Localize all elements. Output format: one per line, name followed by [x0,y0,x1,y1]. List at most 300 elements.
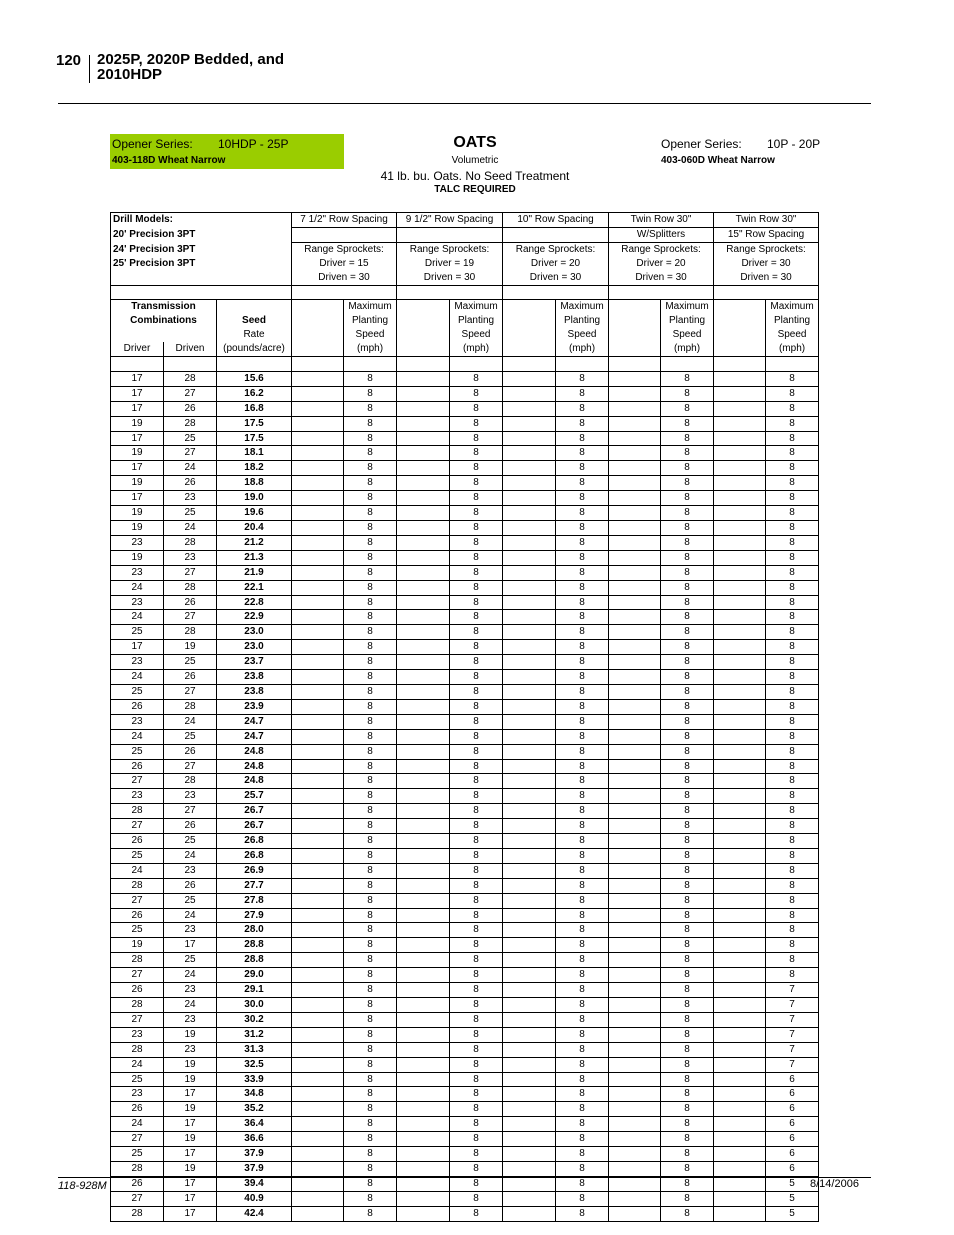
spacer [609,729,661,744]
spacer [609,699,661,714]
spacer [714,491,766,506]
speed-cell: 8 [556,535,609,550]
speed-cell: 8 [661,655,714,670]
spacer [714,1087,766,1102]
speed-cell: 8 [766,774,819,789]
spacer [292,819,344,834]
speed-cell: 8 [450,610,503,625]
right-opener-label: Opener Series: [661,137,742,151]
spacer [609,670,661,685]
speed-cell: 8 [661,401,714,416]
spacer [503,1102,556,1117]
speed-cell: 8 [450,893,503,908]
seed-rate-cell: 17.5 [217,416,292,431]
speed-cell: 8 [344,1147,397,1162]
driver-cell: 23 [111,655,164,670]
spacer [609,968,661,983]
seed-rate-cell: 21.9 [217,565,292,580]
speed-cell: 8 [344,923,397,938]
page-title-line2: 2010HDP [97,66,163,83]
speed-cell: 8 [556,968,609,983]
table-row [111,1012,819,1027]
spacer [503,908,556,923]
speed-cell: 5 [766,1206,819,1221]
speed-cell: 8 [661,923,714,938]
driver-cell: 25 [111,625,164,640]
driven-cell: 23 [164,923,217,938]
speed-head-3a: Maximum [556,300,609,314]
speed-cell: 8 [450,774,503,789]
speed-cell: 8 [556,1132,609,1147]
speed-cell: 8 [450,595,503,610]
speed-cell: 7 [766,1027,819,1042]
spacer [397,416,450,431]
spacer [397,446,450,461]
spacer [503,953,556,968]
seed-rate-cell: 40.9 [217,1191,292,1206]
spacer [714,983,766,998]
speed-cell: 8 [344,1161,397,1176]
page-title-line1: 2025P, 2020P Bedded, and [97,51,285,68]
speed-cell: 8 [661,848,714,863]
speed-cell: 8 [344,461,397,476]
speed-cell: 8 [661,1176,714,1191]
spacer [292,476,344,491]
speed-cell: 8 [344,834,397,849]
speed-cell: 8 [766,684,819,699]
speed-cell: 7 [766,998,819,1013]
spacer [503,759,556,774]
table-row [111,565,819,580]
spacer [503,1072,556,1087]
spacing-5-driver: Driver = 30 [714,257,819,271]
driven-cell: 25 [164,893,217,908]
speed-cell: 8 [766,968,819,983]
spacer [292,446,344,461]
speed-cell: 8 [556,1012,609,1027]
spacer [397,1087,450,1102]
driver-cell: 17 [111,371,164,386]
spacer [397,1161,450,1176]
speed-cell: 8 [661,476,714,491]
speed-cell: 8 [556,1206,609,1221]
speed-cell: 8 [766,938,819,953]
table-row [111,595,819,610]
spacer [714,610,766,625]
left-opener-label: Opener Series: [112,137,193,151]
spacer [292,834,344,849]
spacer [714,476,766,491]
spacer [292,893,344,908]
speed-cell: 8 [556,998,609,1013]
spacer [397,595,450,610]
spacer [714,446,766,461]
speed-cell: 8 [661,625,714,640]
spacer [397,923,450,938]
spacer [714,953,766,968]
spacer [397,848,450,863]
driven-heading: Driven [164,342,217,356]
speed-cell: 8 [766,714,819,729]
spacing-2-driver: Driver = 19 [397,257,503,271]
table-row [111,1117,819,1132]
seed-rate-cell: 23.0 [217,625,292,640]
seed-rate-cell: 30.0 [217,998,292,1013]
speed-cell: 8 [450,640,503,655]
spacer [292,416,344,431]
spacer [714,595,766,610]
spacer [609,908,661,923]
speed-cell: 8 [661,1027,714,1042]
speed-cell: 8 [661,670,714,685]
speed-cell: 8 [450,684,503,699]
speed-cell: 8 [661,729,714,744]
seed-rate-cell: 39.4 [217,1176,292,1191]
speed-cell: 8 [556,804,609,819]
table-row [111,684,819,699]
speed-head-2b: Planting [450,314,503,328]
speed-cell: 8 [556,1072,609,1087]
driver-cell: 27 [111,893,164,908]
speed-cell: 8 [556,401,609,416]
seed-rate-cell: 22.8 [217,595,292,610]
driver-cell: 27 [111,1132,164,1147]
speed-cell: 8 [344,610,397,625]
speed-cell: 6 [766,1087,819,1102]
seed-rate-cell: 24.8 [217,744,292,759]
speed-cell: 8 [450,1102,503,1117]
speed-cell: 6 [766,1117,819,1132]
spacer [714,908,766,923]
speed-cell: 6 [766,1132,819,1147]
spacer [609,535,661,550]
spacer [292,684,344,699]
speed-cell: 8 [556,491,609,506]
speed-cell: 8 [556,1057,609,1072]
spacer [397,699,450,714]
speed-cell: 8 [661,1057,714,1072]
spacing-1-line1: 7 1/2" Row Spacing [292,213,397,228]
speed-cell: 8 [766,819,819,834]
spacer [397,893,450,908]
speed-cell: 8 [661,506,714,521]
speed-cell: 8 [661,535,714,550]
seed-rate-cell: 31.3 [217,1042,292,1057]
driven-cell: 25 [164,506,217,521]
spacer [292,521,344,536]
speed-cell: 8 [661,595,714,610]
speed-cell: 8 [344,535,397,550]
driven-cell: 23 [164,1042,217,1057]
driver-cell: 25 [111,684,164,699]
speed-cell: 8 [344,968,397,983]
spacer [397,1132,450,1147]
speed-cell: 8 [556,848,609,863]
crop-subtitle: Volumetric [451,155,499,166]
driver-cell: 23 [111,789,164,804]
speed-cell: 8 [556,595,609,610]
spacer [292,431,344,446]
driven-cell: 19 [164,1027,217,1042]
seed-rate-cell: 27.8 [217,893,292,908]
speed-cell: 8 [344,938,397,953]
spacer [292,1176,344,1191]
speed-cell: 8 [450,1057,503,1072]
spacer [503,834,556,849]
spacing-1-driver: Driver = 15 [292,257,397,271]
speed-cell: 8 [556,983,609,998]
spacer [292,1012,344,1027]
table-row [111,908,819,923]
spacer [397,1147,450,1162]
driver-cell: 17 [111,431,164,446]
spacer [397,476,450,491]
spacer [609,1132,661,1147]
speed-cell: 8 [450,848,503,863]
spacing-2-range: Range Sprockets: [397,242,503,256]
spacer [503,699,556,714]
seed-rate-cell: 17.5 [217,431,292,446]
spacer [609,1057,661,1072]
spacing-3-range: Range Sprockets: [503,242,609,256]
table-row [111,1027,819,1042]
speed-cell: 8 [450,431,503,446]
speed-cell: 8 [344,729,397,744]
seed-rate-cell: 19.6 [217,506,292,521]
seed-rate-cell: 26.9 [217,863,292,878]
spacer [292,744,344,759]
driven-cell: 19 [164,1102,217,1117]
speed-cell: 8 [661,953,714,968]
speed-cell: 8 [661,1191,714,1206]
driven-cell: 28 [164,371,217,386]
speed-cell: 8 [661,744,714,759]
driven-cell: 28 [164,699,217,714]
seed-rate-cell: 36.6 [217,1132,292,1147]
speed-cell: 8 [766,491,819,506]
spacer [503,550,556,565]
spacer [292,998,344,1013]
table-row [111,893,819,908]
speed-cell: 8 [556,640,609,655]
spacing-4-line2: W/Splitters [609,227,714,242]
speed-cell: 8 [450,729,503,744]
driver-cell: 19 [111,521,164,536]
spacer [609,863,661,878]
speed-cell: 8 [661,983,714,998]
spacer [292,729,344,744]
spacing-4-driver: Driver = 20 [609,257,714,271]
table-row [111,1206,819,1221]
speed-cell: 8 [766,908,819,923]
speed-cell: 8 [766,506,819,521]
spacer [503,386,556,401]
drill-model-3: 25' Precision 3PT [111,257,292,271]
speed-cell: 8 [450,655,503,670]
driven-cell: 17 [164,938,217,953]
spacer [503,401,556,416]
seed-rate-cell: 28.8 [217,938,292,953]
driven-cell: 25 [164,729,217,744]
spacer [503,431,556,446]
spacer [292,863,344,878]
spacing-5-range: Range Sprockets: [714,242,819,256]
driven-cell: 17 [164,1147,217,1162]
seed-rate-cell: 35.2 [217,1102,292,1117]
speed-cell: 8 [344,1132,397,1147]
driver-cell: 27 [111,1012,164,1027]
speed-cell: 8 [556,1087,609,1102]
spacer [292,804,344,819]
driven-cell: 24 [164,521,217,536]
driven-cell: 27 [164,446,217,461]
speed-cell: 8 [344,491,397,506]
spacer [714,744,766,759]
speed-cell: 8 [661,521,714,536]
spacer [292,1147,344,1162]
spacer [503,1161,556,1176]
driven-cell: 17 [164,1117,217,1132]
spacer [503,506,556,521]
spacer [503,1117,556,1132]
driven-cell: 23 [164,789,217,804]
speed-cell: 8 [450,461,503,476]
speed-cell: 8 [344,1176,397,1191]
speed-cell: 8 [766,759,819,774]
speed-cell: 8 [766,595,819,610]
seed-rate-cell: 15.6 [217,371,292,386]
spacer [503,1206,556,1221]
speed-cell: 8 [661,461,714,476]
spacer [503,1042,556,1057]
spacer [714,655,766,670]
driver-cell: 25 [111,1072,164,1087]
table-row [111,491,819,506]
spacer [609,848,661,863]
spacer [503,1191,556,1206]
spacer [714,550,766,565]
table-row [111,610,819,625]
speed-cell: 8 [766,699,819,714]
speed-cell: 8 [556,1117,609,1132]
driven-cell: 24 [164,908,217,923]
driver-cell: 27 [111,968,164,983]
speed-cell: 8 [450,625,503,640]
driver-cell: 23 [111,595,164,610]
spacer [609,401,661,416]
table-row [111,476,819,491]
speed-cell: 8 [450,1161,503,1176]
driven-cell: 28 [164,580,217,595]
seed-rate-cell: 27.7 [217,878,292,893]
speed-cell: 8 [450,789,503,804]
speed-cell: 8 [556,699,609,714]
speed-cell: 8 [344,580,397,595]
footer-rule [58,1177,871,1178]
spacer [609,625,661,640]
spacer [609,1147,661,1162]
spacer [503,1087,556,1102]
spacer [609,789,661,804]
speed-cell: 8 [450,804,503,819]
table-row [111,386,819,401]
spacer [503,998,556,1013]
speed-cell: 8 [766,431,819,446]
spacer [609,521,661,536]
driver-cell: 28 [111,878,164,893]
spacer [292,878,344,893]
spacer [609,923,661,938]
page-number: 120 [56,52,82,69]
speed-cell: 5 [766,1191,819,1206]
spacer [609,386,661,401]
speed-cell: 8 [450,371,503,386]
spacer [503,968,556,983]
spacer [292,848,344,863]
speed-cell: 8 [661,610,714,625]
table-row [111,1102,819,1117]
spacer [503,565,556,580]
spacer [503,1012,556,1027]
speed-cell: 8 [556,729,609,744]
spacer [397,938,450,953]
spacer [609,1206,661,1221]
speed-cell: 8 [766,565,819,580]
left-opener-value: 10HDP - 25P [218,137,289,151]
speed-cell: 8 [450,386,503,401]
driven-cell: 26 [164,476,217,491]
spacer [397,550,450,565]
driver-cell: 25 [111,848,164,863]
speed-cell: 8 [556,759,609,774]
speed-head-3d: (mph) [556,342,609,356]
spacer [609,819,661,834]
table-row [111,521,819,536]
spacer [397,491,450,506]
speed-cell: 8 [661,1161,714,1176]
spacer [397,789,450,804]
spacer [503,595,556,610]
spacer [397,744,450,759]
speed-cell: 8 [661,1132,714,1147]
spacer [714,670,766,685]
table-row [111,1057,819,1072]
driven-cell: 19 [164,640,217,655]
table-row [111,714,819,729]
speed-cell: 8 [766,386,819,401]
spacer [609,655,661,670]
speed-cell: 8 [661,1206,714,1221]
spacer [503,461,556,476]
left-opener-sub: 403-118D Wheat Narrow [112,155,226,166]
seed-rate-cell: 21.2 [217,535,292,550]
spacer [397,983,450,998]
drill-model-2: 24' Precision 3PT [111,242,292,256]
spacer [609,431,661,446]
spacer [292,1102,344,1117]
speed-cell: 8 [344,953,397,968]
spacer [503,714,556,729]
driven-cell: 27 [164,386,217,401]
spacer [503,774,556,789]
driven-cell: 25 [164,655,217,670]
spacer [292,1206,344,1221]
seed-rate-cell: 24.7 [217,714,292,729]
driven-cell: 24 [164,714,217,729]
spacer [714,729,766,744]
speed-cell: 8 [556,878,609,893]
speed-cell: 8 [556,1102,609,1117]
